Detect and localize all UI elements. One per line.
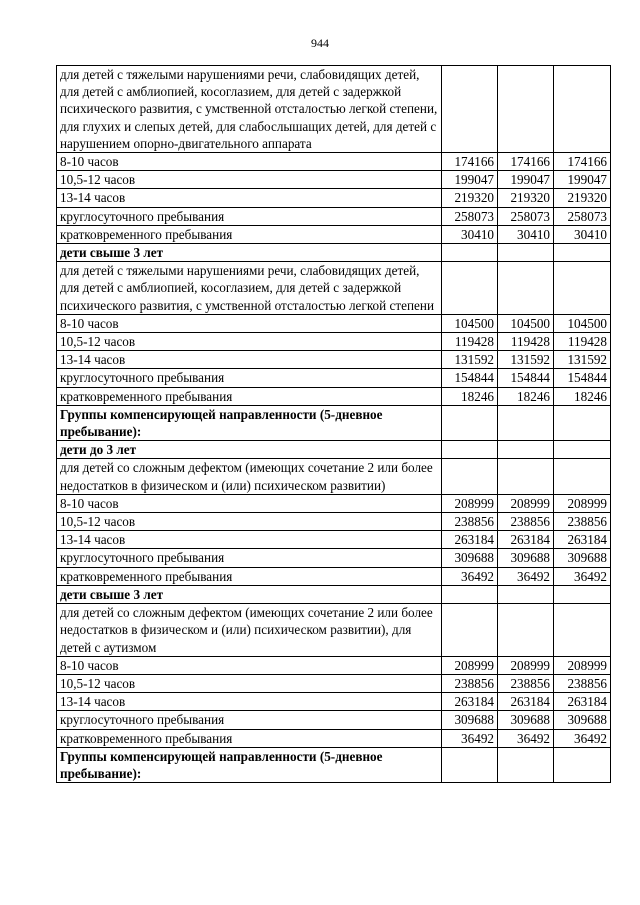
value-cell-v2: 36492 — [498, 567, 554, 585]
row-label: 10,5-12 часов — [57, 333, 442, 351]
value-cell-v1: 18246 — [442, 387, 498, 405]
table-row — [57, 674, 611, 692]
value-cell-v1: 208999 — [442, 494, 498, 512]
value-cell-v3: 309688 — [554, 711, 611, 729]
empty-cell — [498, 244, 554, 262]
row-label: 8-10 часов — [57, 656, 442, 674]
value-cell-v2: 263184 — [498, 693, 554, 711]
row-label: круглосуточного пребывания — [57, 711, 442, 729]
category-description: для детей с тяжелыми нарушениями речи, слабовидящих детей, для детей с амблиопией, косоглазием, для детей с задержкой психического развития, с умственной отсталостью легкой степени, для глухих и слепых детей, для слабослышащих детей, для детей с нарушением опорно-двигательного аппарата — [57, 66, 442, 153]
empty-cell — [498, 604, 554, 657]
value-cell-v3: 219320 — [554, 189, 611, 207]
value-cell-v3: 131592 — [554, 351, 611, 369]
value-cell-v1: 263184 — [442, 531, 498, 549]
empty-cell — [498, 262, 554, 315]
value-cell-v1: 208999 — [442, 656, 498, 674]
value-cell-v1: 154844 — [442, 369, 498, 387]
empty-cell — [442, 459, 498, 494]
row-label: 8-10 часов — [57, 153, 442, 171]
value-cell-v1: 238856 — [442, 513, 498, 531]
value-cell-v2: 208999 — [498, 494, 554, 512]
row-label: 8-10 часов — [57, 314, 442, 332]
value-cell-v3: 30410 — [554, 225, 611, 243]
empty-cell — [442, 244, 498, 262]
value-cell-v3: 174166 — [554, 153, 611, 171]
description-row — [57, 66, 611, 153]
table-row — [57, 531, 611, 549]
value-cell-v1: 131592 — [442, 351, 498, 369]
value-cell-v1: 199047 — [442, 171, 498, 189]
row-label: круглосуточного пребывания — [57, 369, 442, 387]
value-cell-v2: 18246 — [498, 387, 554, 405]
value-cell-v1: 119428 — [442, 333, 498, 351]
table-body — [57, 66, 611, 783]
value-cell-v3: 208999 — [554, 494, 611, 512]
value-cell-v3: 238856 — [554, 674, 611, 692]
table-row — [57, 171, 611, 189]
empty-cell — [554, 244, 611, 262]
empty-cell — [442, 405, 498, 440]
value-cell-v3: 263184 — [554, 693, 611, 711]
section-heading: дети до 3 лет — [57, 441, 442, 459]
empty-cell — [554, 262, 611, 315]
table-row — [57, 225, 611, 243]
table-row — [57, 207, 611, 225]
row-label: 13-14 часов — [57, 351, 442, 369]
section-heading-row — [57, 747, 611, 782]
table-row — [57, 656, 611, 674]
section-heading: Группы компенсирующей направленности (5-дневное пребывание): — [57, 405, 442, 440]
empty-cell — [498, 747, 554, 782]
empty-cell — [498, 441, 554, 459]
value-cell-v3: 263184 — [554, 531, 611, 549]
value-cell-v3: 258073 — [554, 207, 611, 225]
table-row — [57, 369, 611, 387]
empty-cell — [442, 747, 498, 782]
value-cell-v1: 309688 — [442, 711, 498, 729]
value-cell-v2: 119428 — [498, 333, 554, 351]
value-cell-v2: 208999 — [498, 656, 554, 674]
empty-cell — [498, 585, 554, 603]
empty-cell — [442, 441, 498, 459]
value-cell-v3: 199047 — [554, 171, 611, 189]
value-cell-v1: 238856 — [442, 674, 498, 692]
row-label: круглосуточного пребывания — [57, 549, 442, 567]
table-row — [57, 729, 611, 747]
row-label: кратковременного пребывания — [57, 729, 442, 747]
value-cell-v3: 309688 — [554, 549, 611, 567]
table-row — [57, 567, 611, 585]
empty-cell — [498, 405, 554, 440]
value-cell-v1: 36492 — [442, 729, 498, 747]
row-label: 13-14 часов — [57, 531, 442, 549]
value-cell-v1: 258073 — [442, 207, 498, 225]
tariff-table — [56, 65, 611, 783]
description-row — [57, 604, 611, 657]
value-cell-v3: 238856 — [554, 513, 611, 531]
value-cell-v2: 219320 — [498, 189, 554, 207]
value-cell-v3: 18246 — [554, 387, 611, 405]
table-row — [57, 549, 611, 567]
value-cell-v2: 238856 — [498, 513, 554, 531]
empty-cell — [554, 604, 611, 657]
section-heading: дети свыше 3 лет — [57, 244, 442, 262]
section-heading: Группы компенсирующей направленности (5-дневное пребывание): — [57, 747, 442, 782]
value-cell-v3: 104500 — [554, 314, 611, 332]
value-cell-v2: 104500 — [498, 314, 554, 332]
value-cell-v2: 131592 — [498, 351, 554, 369]
empty-cell — [554, 459, 611, 494]
row-label: 10,5-12 часов — [57, 171, 442, 189]
table-row — [57, 494, 611, 512]
table-row — [57, 153, 611, 171]
empty-cell — [498, 66, 554, 153]
row-label: кратковременного пребывания — [57, 387, 442, 405]
description-row — [57, 262, 611, 315]
row-label: 13-14 часов — [57, 189, 442, 207]
empty-cell — [442, 66, 498, 153]
value-cell-v3: 208999 — [554, 656, 611, 674]
value-cell-v3: 154844 — [554, 369, 611, 387]
value-cell-v2: 309688 — [498, 549, 554, 567]
table-row — [57, 513, 611, 531]
value-cell-v3: 119428 — [554, 333, 611, 351]
row-label: 10,5-12 часов — [57, 513, 442, 531]
table-row — [57, 333, 611, 351]
page-number: 944 — [311, 36, 329, 50]
section-heading-row — [57, 405, 611, 440]
empty-cell — [554, 405, 611, 440]
empty-cell — [442, 604, 498, 657]
row-label: 13-14 часов — [57, 693, 442, 711]
table-row — [57, 711, 611, 729]
section-heading: дети свыше 3 лет — [57, 585, 442, 603]
value-cell-v2: 309688 — [498, 711, 554, 729]
value-cell-v2: 174166 — [498, 153, 554, 171]
empty-cell — [498, 459, 554, 494]
section-heading-row — [57, 244, 611, 262]
empty-cell — [554, 747, 611, 782]
value-cell-v2: 263184 — [498, 531, 554, 549]
empty-cell — [554, 441, 611, 459]
value-cell-v2: 30410 — [498, 225, 554, 243]
row-label: кратковременного пребывания — [57, 225, 442, 243]
value-cell-v3: 36492 — [554, 729, 611, 747]
value-cell-v2: 258073 — [498, 207, 554, 225]
section-heading-row — [57, 441, 611, 459]
empty-cell — [442, 262, 498, 315]
table-row — [57, 314, 611, 332]
empty-cell — [554, 585, 611, 603]
value-cell-v2: 154844 — [498, 369, 554, 387]
value-cell-v1: 174166 — [442, 153, 498, 171]
value-cell-v1: 219320 — [442, 189, 498, 207]
row-label: круглосуточного пребывания — [57, 207, 442, 225]
value-cell-v1: 30410 — [442, 225, 498, 243]
value-cell-v1: 36492 — [442, 567, 498, 585]
category-description: для детей со сложным дефектом (имеющих сочетание 2 или более недостатков в физическом и (или) психическом развитии), для детей с аутизмом — [57, 604, 442, 657]
category-description: для детей с тяжелыми нарушениями речи, слабовидящих детей, для детей с амблиопией, косоглазием, для детей с задержкой психического развития, с умственной отсталостью легкой степени — [57, 262, 442, 315]
row-label: 10,5-12 часов — [57, 674, 442, 692]
table-row — [57, 189, 611, 207]
value-cell-v1: 104500 — [442, 314, 498, 332]
row-label: кратковременного пребывания — [57, 567, 442, 585]
empty-cell — [442, 585, 498, 603]
value-cell-v1: 263184 — [442, 693, 498, 711]
row-label: 8-10 часов — [57, 494, 442, 512]
table-row — [57, 387, 611, 405]
value-cell-v1: 309688 — [442, 549, 498, 567]
value-cell-v3: 36492 — [554, 567, 611, 585]
value-cell-v2: 199047 — [498, 171, 554, 189]
value-cell-v2: 238856 — [498, 674, 554, 692]
empty-cell — [554, 66, 611, 153]
table-row — [57, 693, 611, 711]
section-heading-row — [57, 585, 611, 603]
value-cell-v2: 36492 — [498, 729, 554, 747]
category-description: для детей со сложным дефектом (имеющих сочетание 2 или более недостатков в физическом и (или) психическом развитии) — [57, 459, 442, 494]
description-row — [57, 459, 611, 494]
table-row — [57, 351, 611, 369]
